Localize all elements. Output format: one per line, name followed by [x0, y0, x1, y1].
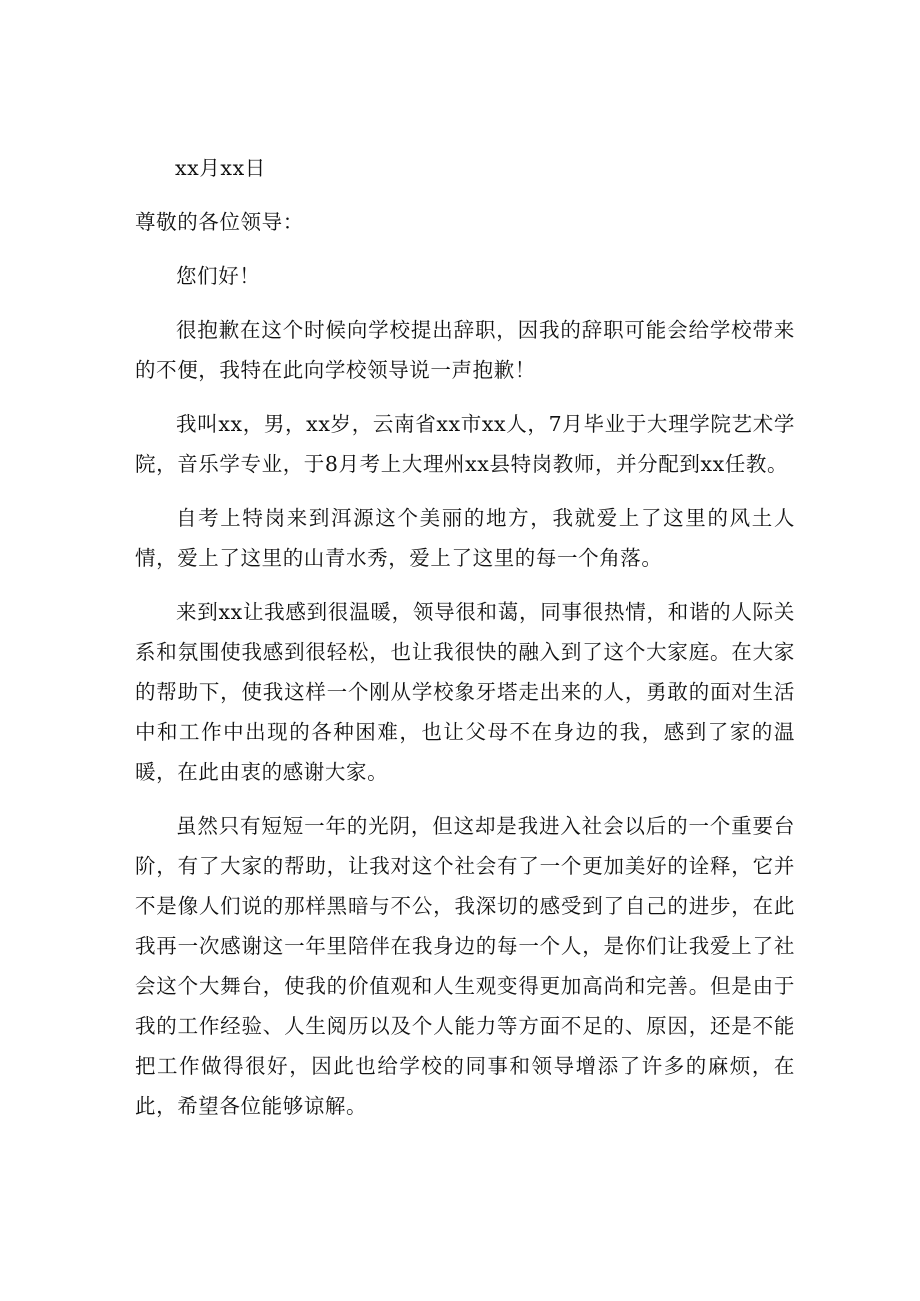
letter-salutation: 尊敬的各位领导：	[135, 210, 304, 234]
affection-paragraph: 自考上特岗来到洱源这个美丽的地方，我就爱上了这里的风土人情，爱上了这里的山青水秀，爱上了这里的每一个角落。	[135, 506, 795, 570]
gratitude-paragraph: 来到xx让我感到很温暖，领导很和蔼，同事很热情，和谐的人际关系和氛围使我感到很轻松，也让我很快的融入到了这个大家庭。在大家的帮助下，使我这样一个刚从学校象牙塔走出来的人，勇敢的面对生活中和工作中出现的各种困难，也让父母不在身边的我，感到了家的温暖，在此由衷的感谢大家。	[135, 600, 795, 784]
apology-paragraph: 很抱歉在这个时候向学校提出辞职，因我的辞职可能会给学校带来的不便，我特在此向学校领导说一声抱歉！	[135, 318, 795, 382]
letter-date: xx月xx日	[175, 156, 266, 180]
greeting-paragraph: 您们好！	[176, 264, 261, 288]
reflection-paragraph: 虽然只有短短一年的光阴，但这却是我进入社会以后的一个重要台阶，有了大家的帮助，让我对这个社会有了一个更加美好的诠释，它并不是像人们说的那样黑暗与不公，我深切的感受到了自己的进步，在此我再一次感谢这一年里陪伴在我身边的每一个人，是你们让我爱上了社会这个大舞台，使我的价值观和人生观变得更加高尚和完善。但是由于我的工作经验、人生阅历以及个人能力等方面不足的、原因，还是不能把工作做得很好，因此也给学校的同事和领导增添了许多的麻烦，在此，希望各位能够谅解。	[135, 814, 795, 1118]
self-introduction-paragraph: 我叫xx，男，xx岁，云南省xx市xx人，7月毕业于大理学院艺术学院，音乐学专业，于8月考上大理州xx县特岗教师，并分配到xx任教。	[135, 412, 795, 476]
letter-body	[135, 148, 795, 1140]
